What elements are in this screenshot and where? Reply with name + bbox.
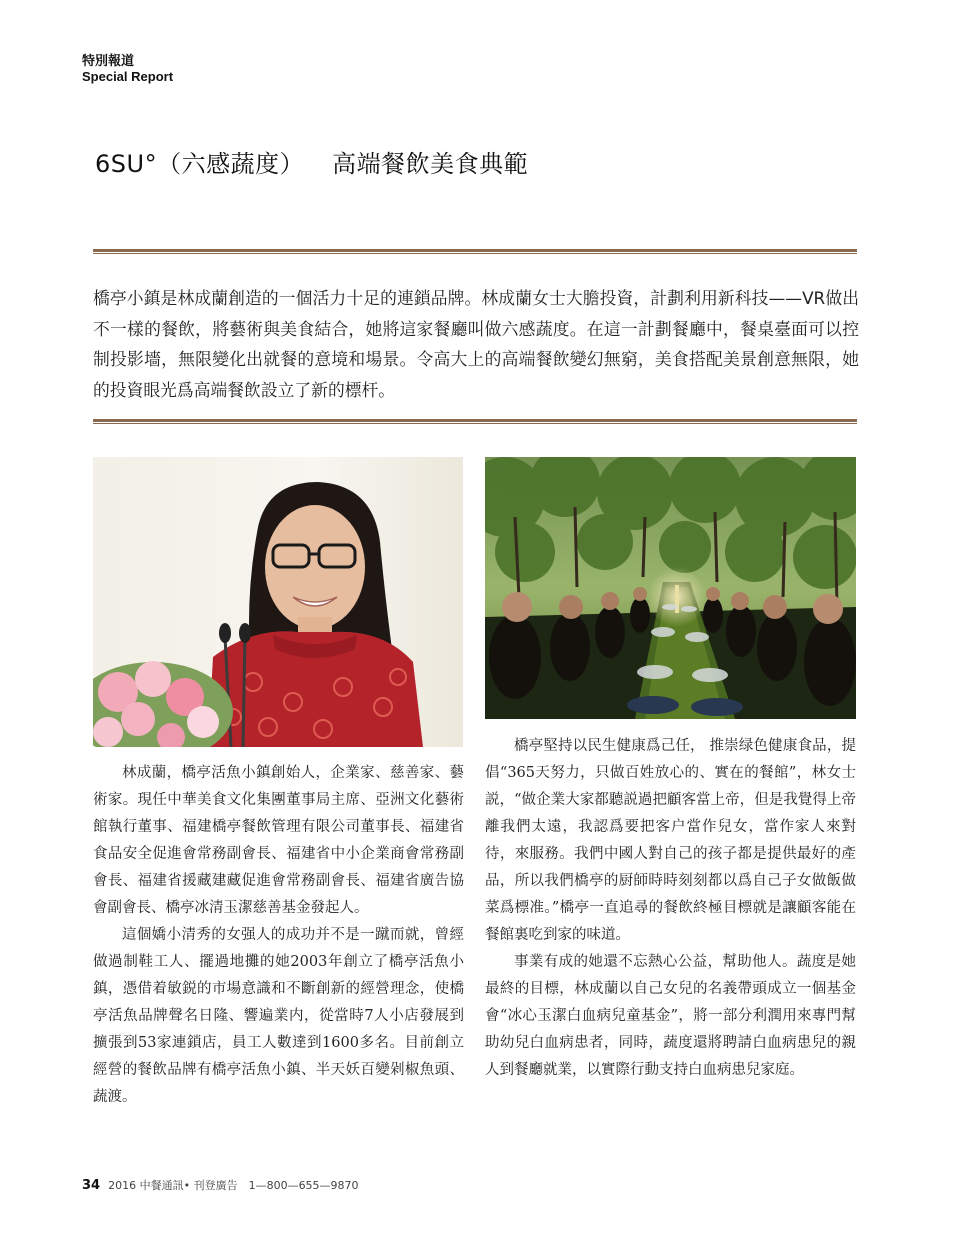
left-column: [93, 760, 464, 1111]
portrait-photo: [93, 457, 463, 747]
section-label-en: Special Report: [82, 69, 174, 84]
page-footer: [82, 1177, 359, 1193]
page-number: 34: [82, 1178, 101, 1193]
article-title-main: 6SU°（六感蔬度）: [95, 150, 305, 178]
story-paragraph: 這個嬌小清秀的女强人的成功并不是一蹴而就，曾經做過制鞋工人、擺過地攤的她2003年創立了橋亭活魚小鎮，憑借着敏鋭的市場意識和不斷創新的經營理念，使橋亭活魚品牌聲名日隆、響遍業内，從當時7人小店發展到擴張到53家連鎖店，員工人數達到1600多名。目前創立經營的餐飲品牌有橋亭活魚小鎮、半天妖百變剁椒魚頭、蔬渡。: [93, 927, 464, 1105]
article-subtitle: 高端餐飲美食典範: [332, 150, 529, 178]
intro-paragraph: 橋亭小鎮是林成蘭創造的一個活力十足的連鎖品牌。林成蘭女士大膽投資，計劃利用新科技——VR做出不一樣的餐飲，將藝術與美食結合，她將這家餐廳叫做六感蔬度。在這一計劃餐廳中，餐桌臺面可以控制投影墻，無限變化出就餐的意境和場景。令高大上的高端餐飲變幻無窮，美食搭配美景創意無限，她的投資眼光爲高端餐飲設立了新的標杆。: [93, 288, 859, 400]
footer-text: 2016 中餐通訊• 刊登廣告 1—800—655—9870: [108, 1179, 359, 1192]
right-column: [485, 733, 856, 1084]
article-title: [95, 144, 528, 179]
bottom-divider: [93, 419, 857, 424]
philosophy-paragraph: 橋亭堅持以民生健康爲己任， 推崇绿色健康食品，提倡“365天努力，只做百姓放心的、實在的餐館”，林女士説，“做企業大家都聽説過把顧客當上帝，但是我覺得上帝離我們太遠，我認爲要把客户當作兒女，當作家人來對待，來服務。我們中國人對自己的孩子都是提供最好的產品，所以我們橋亭的厨師時時刻刻都以爲自己子女做飯做菜爲標准。”橋亭一直追尋的餐飲終極目標就是讓顧客能在餐館裏吃到家的味道。: [485, 738, 856, 943]
section-label-cn: 特別報道: [82, 54, 135, 69]
bio-paragraph: 林成蘭，橋亭活魚小鎮創始人，企業家、慈善家、藝術家。現任中華美食文化集團董事局主席、亞洲文化藝術館執行董事、福建橋亭餐飲管理有限公司董事長、福建省食品安全促進會常務副會長、福建省中小企業商會常務副會長、福建省援藏建藏促進會常務副會長、福建省廣告協會副會長、橋亭冰清玉潔慈善基金發起人。: [93, 765, 464, 916]
vr-dining-photo: [485, 457, 856, 719]
charity-paragraph: 事業有成的她還不忘熱心公益，幫助他人。蔬度是她最終的目標，林成蘭以自己女兒的名義帶頭成立一個基金會“冰心玉潔白血病兒童基金”，將一部分利潤用來專門幫助幼兒白血病患者，同時，蔬度還將聘請白血病患兒的親人到餐廳就業，以實際行動支持白血病患兒家庭。: [485, 954, 856, 1078]
top-divider: [93, 249, 857, 254]
